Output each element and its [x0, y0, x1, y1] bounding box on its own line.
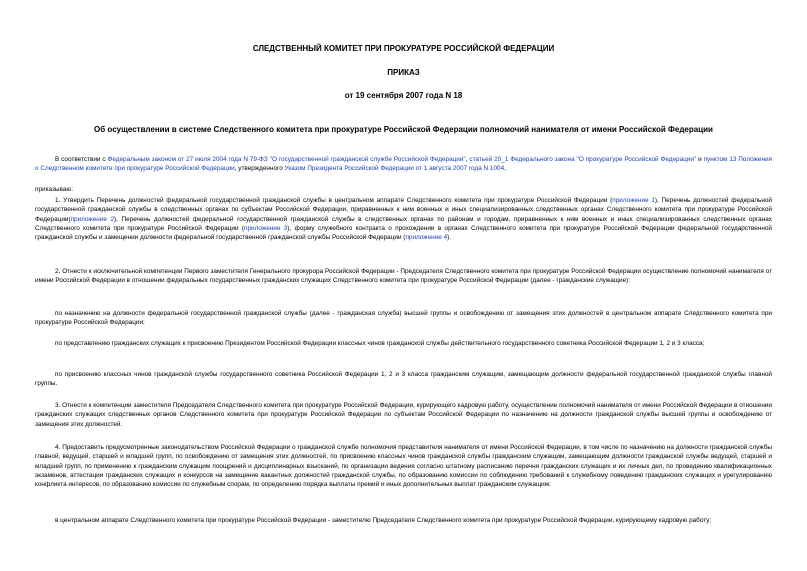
intro-text-2: , [465, 156, 470, 163]
paragraph-2-item-2: по представлению гражданских служащих к присвоению Президентом Российской Федерации классных чинов гражданской службы действительного государственного советника Российской Федерации 1, 2 и 3 класса; [55, 340, 705, 347]
p1-text-5: ). [447, 234, 452, 242]
intro-text-4: , утвержденного [234, 165, 285, 173]
link-appendix-2[interactable]: приложение 2 [70, 215, 115, 223]
p1-text-4: ), форму служебного контракта о прохождении в органах Следственного комитета при прокуратуре Российской Федерации федеральной государственной гражданской службы и замещении должности федеральной государственной гражданской службы Российской Федерации ( [35, 225, 772, 242]
link-regulation-item-13[interactable]: пунктом 13 Положения о Следственном комитете при прокуратуре Российской Федерации [35, 156, 773, 173]
p1-text-1: 1. Утвердить Перечень должностей федеральной государственной гражданской службы в центральном аппарате Следственного комитета при прокуратуре Российской Федерации ( [55, 197, 613, 204]
intro-paragraph [35, 155, 772, 174]
paragraph-2-item-1: по назначению на должности федеральной государственной гражданской службы (далее - гражданская служба) высшей группы и освобождению от замещения этих должностей в центральном аппарате Следственного комитета при прокуратуре Российской Федерации; [35, 310, 772, 327]
p1-text-3: ), Перечень должностей федеральной государственной гражданской службы в следственных органах по районам и городам, приравненных к ним военных и иных специализированных следственных органах Следственного комитета при прокуратуре Российской Федерации ( [35, 215, 772, 233]
link-article-20-1[interactable]: статьей 20_1 Федерального закона "О прокуратуре Российской Федерации" [469, 156, 697, 163]
link-appendix-3[interactable]: приложение 3 [244, 225, 288, 233]
paragraph-4: 4. Предоставить предусмотренные законодательством Российской Федерации о гражданской службе полномочия представителя нанимателя от имени Российской Федерации, в том числе по назначению на должности гражданской службы главной, ведущей, старшей и младшей групп, по освобождению от замещения этих должностей, по присвоению классных чинов гражданской службы гражданским служащим, замещающим должности гражданской службы ведущей, старшей и младшей групп, по применению к гражданским служащим поощрений и дисциплинарных взысканий, по организации ведения согласно штатному расписанию перечня гражданских служащих и их личных дел, по проведению квалификационных экзаменов, аттестации гражданских служащих и конкурсов на замещение вакантных должностей гражданской службы, по образованию комиссии по соблюдению требований к служебному поведению гражданских служащих и урегулированию конфликта интересов, по образованию комиссии по служебным спорам, по определению порядка выплаты премий и иных дополнительных выплат гражданским служащим: [35, 444, 772, 489]
document-date-number: от 19 сентября 2007 года N 18 [344, 91, 463, 100]
organization-heading: СЛЕДСТВЕННЫЙ КОМИТЕТ ПРИ ПРОКУРАТУРЕ РОССИЙСКОЙ ФЕДЕРАЦИИ [252, 44, 555, 53]
paragraph-1 [35, 196, 772, 243]
link-appendix-1[interactable]: приложение 1 [612, 197, 655, 204]
intro-text-1: В соответствии с [55, 156, 108, 163]
document-title: Об осуществлении в системе Следственного комитета при прокуратуре Российской Федерации полномочий нанимателя от имени Российской Федерации [94, 125, 713, 134]
paragraph-3: 3. Отнести к компетенции заместителя Председателя Следственного комитета при прокуратуре Российской Федерации, курирующего кадровую работу, осуществление полномочий нанимателя от имени Российской Федерации в отношении гражданских служащих следственных органов Следственного комитета при прокуратуре Российской Федерации по субъектам Российской Федерации по назначению на должности гражданской службы высшей группы и освобождению от замещения этих должностей. [35, 402, 772, 428]
link-federal-law-79[interactable]: Федеральным законом от 27 июля 2004 года N 79-ФЗ "О государственной гражданской службе Российской Федерации" [107, 156, 466, 163]
intro-text-3: и [696, 156, 704, 163]
paragraph-2: 2. Отнести к исключительной компетенции Первого заместителя Генерального прокурора Российской Федерации - Председателя Следственного комитета при прокуратуре Российской Федерации осуществление полномочий нанимателя от имени Российской Федерации в отношении федеральных государственных гражданских служащих Следственного комитета при прокуратуре Российской Федерации (далее - гражданские служащие): [35, 268, 772, 285]
document-type: ПРИКАЗ [387, 68, 420, 77]
link-presidential-decree-1004[interactable]: Указом Президента Российской Федерации от 1 августа 2007 года N 1004 [284, 165, 505, 173]
paragraph-4-item-1: в центральном аппарате Следственного комитета при прокуратуре Российской Федерации - заместителю Председателя Следственного комитета при прокуратуре Российской Федерации, курирующему кадровую работу; [55, 517, 712, 524]
link-appendix-4[interactable]: приложение 4 [405, 234, 448, 242]
p1-text-2: ), Перечень должностей федеральной государственной гражданской службы в следственных органах по субъектам Российской Федерации, приравненных к ним военных и иных специализированных следственных органах Следственного комитета при прокуратуре Российской Федерации( [35, 197, 772, 223]
paragraph-2-item-3: по присвоению классных чинов гражданской службы государственного советника Российской Федерации 1, 2 и 3 класса гражданским служащим, замещающим должности федеральной государственной гражданской службы главной группы. [35, 371, 772, 388]
order-word: приказываю: [35, 186, 73, 193]
intro-text-5: , [504, 165, 506, 173]
